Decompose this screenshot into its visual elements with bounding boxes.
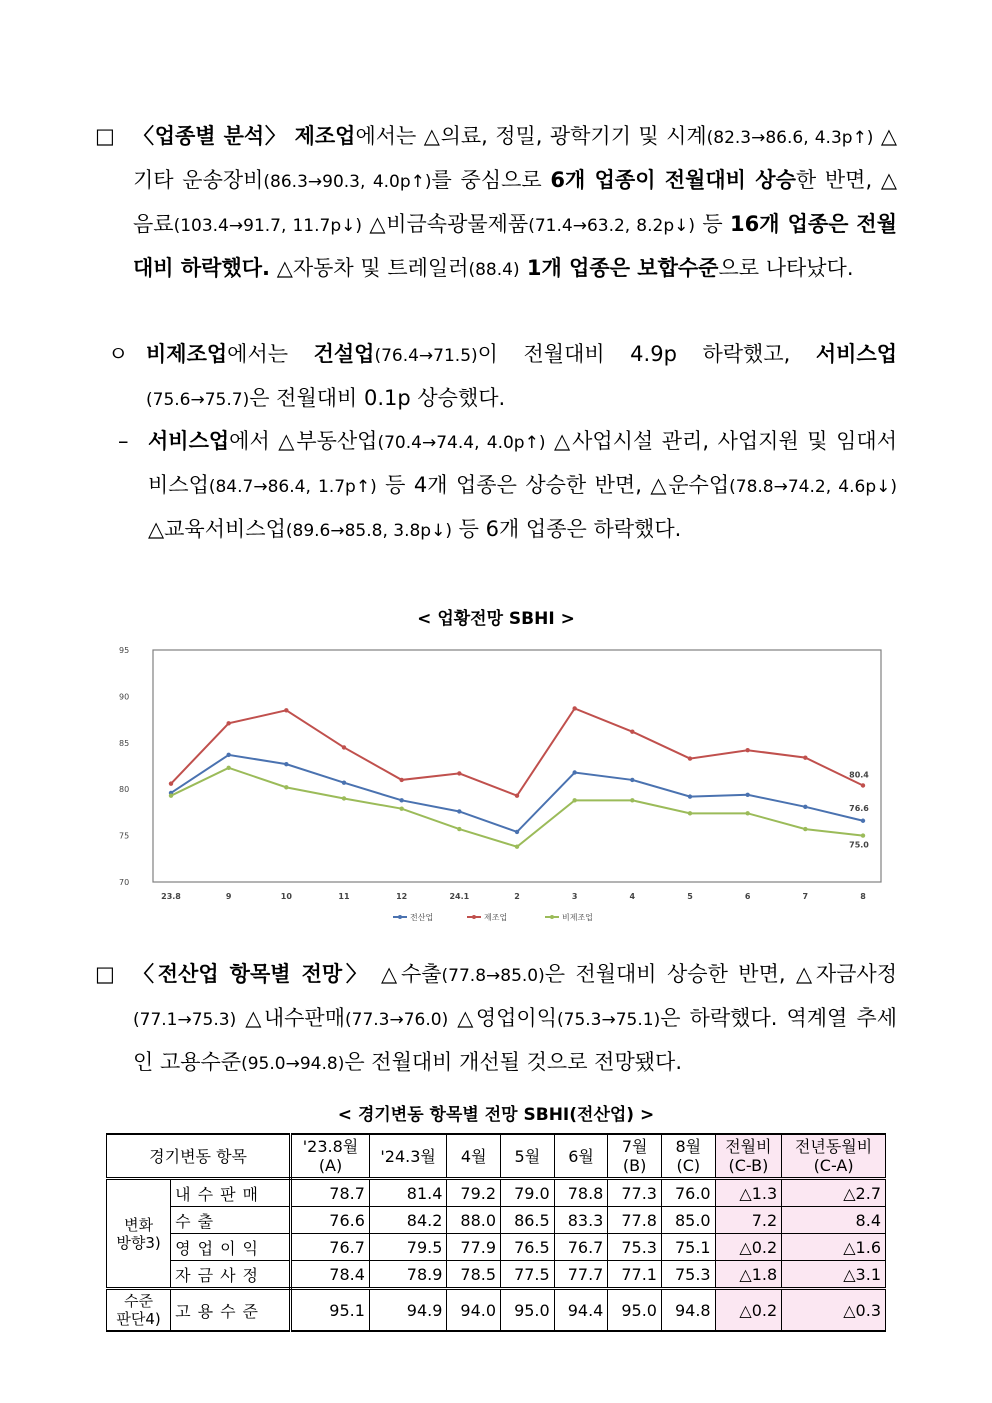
cell-value: △3.1	[782, 1261, 886, 1289]
x-tick-label: 2	[514, 892, 520, 901]
cell-value: 86.5	[501, 1207, 555, 1234]
cell-value: △1.3	[715, 1179, 782, 1207]
cell-value: 77.7	[554, 1261, 608, 1289]
group-change-direction: 변화 방향3)	[107, 1179, 171, 1289]
row-item-label: 영업이익	[171, 1234, 291, 1261]
data-point	[745, 793, 749, 797]
table-caption: < 경기변동 항목별 전망 SBHI(전산업) >	[337, 1105, 655, 1125]
paragraph-services: – 서비스업에서 △부동산업(70.4→74.4, 4.0p↑) △사업시설 관리, 사업지원 및 임대서비스업(84.7→86.4, 1.7p↑) 등 4개 업종은 상승한 반면, △운수업(78.8→74.2, 4.6p↓) △교육서비스업(89.6→85.8, 3.8p↓) 등 6개 업종은 하락했다.	[118, 420, 897, 552]
header-col-1: '24.3월	[369, 1134, 447, 1179]
cell-value: 77.3	[608, 1179, 662, 1207]
cell-value: 77.5	[501, 1261, 555, 1289]
y-tick-label: 70	[119, 878, 130, 887]
end-value-label: 80.4	[849, 770, 869, 780]
data-point	[572, 706, 576, 710]
sbhi-line-chart	[105, 640, 890, 930]
cell-value: 78.7	[291, 1179, 370, 1207]
paragraph-industry-analysis: □ 〈업종별 분석〉 제조업에서는 △의료, 정밀, 광학기기 및 시계(82.3→86.6, 4.3p↑) △기타 운송장비(86.3→90.3, 4.0p↑)를 중심으로 6개 업종이 전월대비 상승한 반면, △음료(103.4→91.7, 11.7p↓) △비금속광물제품(71.4→63.2, 8.2p↓) 등 16개 업종은 전월대비 하락했다. △자동차 및 트레일러(88.4) 1개 업종은 보합수준으로 나타났다.	[95, 115, 897, 291]
data-point	[803, 755, 807, 759]
data-point	[284, 762, 288, 766]
cell-value: 79.0	[501, 1179, 555, 1207]
data-point	[457, 771, 461, 775]
cell-value: 84.2	[369, 1207, 447, 1234]
data-point	[803, 827, 807, 831]
row-item-label: 자금사정	[171, 1261, 291, 1289]
data-point	[630, 778, 634, 782]
square-bullet: □	[95, 124, 115, 148]
x-tick-label: 11	[338, 892, 350, 901]
data-point	[226, 766, 230, 770]
x-tick-label: 5	[687, 892, 693, 901]
dash-bullet: –	[118, 429, 129, 453]
table-row	[107, 1179, 886, 1207]
x-tick-label: 23.8	[161, 892, 181, 901]
cell-value: 78.5	[447, 1261, 501, 1289]
data-point	[861, 819, 865, 823]
paragraph-non-manufacturing: ㅇ 비제조업에서는 건설업(76.4→71.5)이 전월대비 4.9p 하락했고, 서비스업(75.6→75.7)은 전월대비 0.1p 상승했다.	[108, 333, 897, 421]
x-tick-label: 10	[280, 892, 292, 901]
cell-value: △0.3	[782, 1289, 886, 1332]
data-point	[861, 783, 865, 787]
data-point	[572, 798, 576, 802]
data-point	[284, 785, 288, 789]
legend-label: 제조업	[484, 913, 508, 922]
legend-marker	[398, 915, 402, 919]
cell-value: 75.1	[661, 1234, 715, 1261]
cell-value: 76.7	[291, 1234, 370, 1261]
cell-value: 77.8	[608, 1207, 662, 1234]
row-item-label: 내수판매	[171, 1179, 291, 1207]
cell-value: 94.0	[447, 1289, 501, 1332]
data-point	[745, 748, 749, 752]
cell-value: 77.9	[447, 1234, 501, 1261]
data-point	[515, 830, 519, 834]
data-point	[630, 729, 634, 733]
x-tick-label: 7	[802, 892, 809, 901]
square-bullet: □	[95, 962, 115, 986]
end-value-label: 75.0	[849, 840, 869, 850]
data-point	[399, 806, 403, 810]
table-header-row	[107, 1134, 886, 1179]
cell-value: △1.6	[782, 1234, 886, 1261]
end-value-label: 76.6	[849, 803, 869, 813]
cell-value: 78.4	[291, 1261, 370, 1289]
paragraph-item-outlook: □ 〈전산업 항목별 전망〉 △수출(77.8→85.0)은 전월대비 상승한 반면, △자금사정(77.1→75.3) △내수판매(77.3→76.0) △영업이익(75.3→75.1)은 하락했다. 역계열 추세인 고용수준(95.0→94.8)은 전월대비 개선될 것으로 전망됐다.	[95, 953, 897, 1085]
header-col-7: 전월비 (C-B)	[715, 1134, 782, 1179]
cell-value: 78.8	[554, 1179, 608, 1207]
data-point	[745, 811, 749, 815]
cell-value: △0.2	[715, 1289, 782, 1332]
data-point	[803, 805, 807, 809]
cell-value: 79.5	[369, 1234, 447, 1261]
table-row	[107, 1234, 886, 1261]
data-point	[226, 753, 230, 757]
y-tick-label: 95	[119, 646, 130, 655]
cell-value: 79.2	[447, 1179, 501, 1207]
data-point	[284, 708, 288, 712]
data-point	[457, 827, 461, 831]
data-point	[861, 833, 865, 837]
cell-value: 77.1	[608, 1261, 662, 1289]
table-row	[107, 1261, 886, 1289]
data-point	[630, 798, 634, 802]
y-tick-label: 75	[119, 831, 130, 841]
data-point	[515, 845, 519, 849]
cell-value: △2.7	[782, 1179, 886, 1207]
x-tick-label: 12	[396, 892, 408, 901]
header-col-0: '23.8월 (A)	[291, 1134, 370, 1179]
row-item-label: 수출	[171, 1207, 291, 1234]
cell-value: △1.8	[715, 1261, 782, 1289]
table-row	[107, 1289, 886, 1332]
y-tick-label: 90	[119, 692, 130, 702]
cell-value: 75.3	[608, 1234, 662, 1261]
cell-value: 76.5	[501, 1234, 555, 1261]
data-point	[342, 745, 346, 749]
data-point	[342, 796, 346, 800]
cell-value: 95.1	[291, 1289, 370, 1332]
header-col-2: 4월	[447, 1134, 501, 1179]
header-col-4: 6월	[554, 1134, 608, 1179]
data-point	[688, 811, 692, 815]
x-tick-label: 8	[860, 892, 866, 901]
cell-value: 81.4	[369, 1179, 447, 1207]
cell-value: 85.0	[661, 1207, 715, 1234]
cell-value: 94.9	[369, 1289, 447, 1332]
data-point	[169, 781, 173, 785]
data-point	[399, 798, 403, 802]
data-point	[688, 756, 692, 760]
cell-value: 83.3	[554, 1207, 608, 1234]
data-point	[457, 809, 461, 813]
x-tick-label: 6	[744, 892, 751, 901]
chart-caption: < 업황전망 SBHI >	[417, 609, 575, 629]
x-tick-label: 3	[571, 892, 578, 901]
data-point	[169, 793, 173, 797]
cell-value: 88.0	[447, 1207, 501, 1234]
cell-value: 94.8	[661, 1289, 715, 1332]
data-point	[515, 793, 519, 797]
cell-value: 7.2	[715, 1207, 782, 1234]
data-point	[226, 721, 230, 725]
header-col-5: 7월 (B)	[608, 1134, 662, 1179]
header-item: 경기변동 항목	[107, 1134, 291, 1179]
x-tick-label: 9	[225, 892, 232, 901]
cell-value: 76.7	[554, 1234, 608, 1261]
legend-marker	[472, 915, 476, 919]
cell-value: △0.2	[715, 1234, 782, 1261]
y-tick-label: 80	[119, 785, 130, 795]
group-level-judgment: 수준 판단4)	[107, 1289, 171, 1332]
legend-label: 전산업	[410, 913, 434, 922]
circle-bullet: ㅇ	[108, 342, 129, 366]
data-point	[342, 781, 346, 785]
row-item-label: 고용수준	[171, 1289, 291, 1332]
data-point	[572, 770, 576, 774]
table-row	[107, 1207, 886, 1234]
cell-value: 76.0	[661, 1179, 715, 1207]
header-col-6: 8월 (C)	[661, 1134, 715, 1179]
x-tick-label: 4	[629, 892, 636, 901]
cell-value: 95.0	[608, 1289, 662, 1332]
sbhi-item-table	[106, 1133, 886, 1332]
cell-value: 95.0	[501, 1289, 555, 1332]
cell-value: 76.6	[291, 1207, 370, 1234]
cell-value: 78.9	[369, 1261, 447, 1289]
data-point	[399, 778, 403, 782]
data-point	[688, 794, 692, 798]
header-col-8: 전년동월비 (C-A)	[782, 1134, 886, 1179]
cell-value: 94.4	[554, 1289, 608, 1332]
cell-value: 8.4	[782, 1207, 886, 1234]
x-tick-label: 24.1	[449, 892, 470, 901]
legend-label: 비제조업	[562, 913, 593, 922]
y-tick-label: 85	[119, 738, 130, 748]
legend-marker	[550, 915, 554, 919]
cell-value: 75.3	[661, 1261, 715, 1289]
header-col-3: 5월	[501, 1134, 555, 1179]
